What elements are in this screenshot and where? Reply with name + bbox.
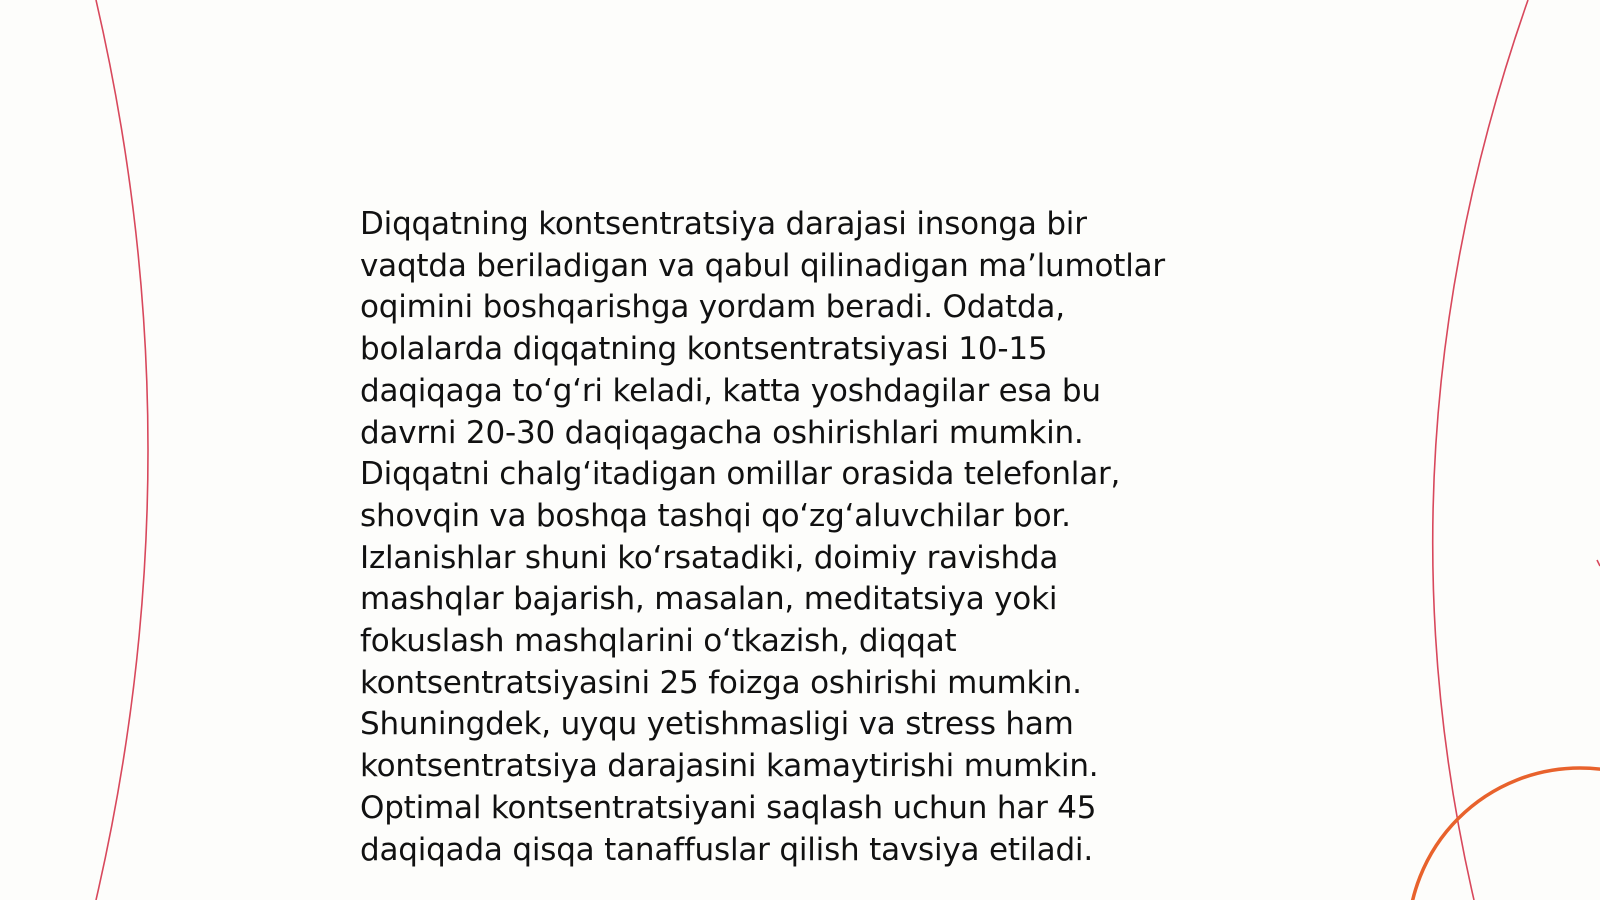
text-line: Diqqatning kontsentratsiya darajasi insonga bir: [360, 206, 1087, 242]
text-line: kontsentratsiyasini 25 foizga oshirishi mumkin.: [360, 664, 1082, 701]
text-line: Shuningdek, uyqu yetishmasligi va stress ham: [360, 706, 1074, 743]
text-line: mashqlar bajarish, masalan, meditatsiya yoki: [360, 581, 1058, 618]
text-line: bolalarda diqqatning kontsentratsiyasi 10-15: [360, 331, 1048, 368]
right-curve: [1433, 0, 1528, 900]
text-line: kontsentratsiya darajasini kamaytirishi mumkin.: [360, 748, 1099, 785]
text-line: vaqtda beriladigan va qabul qilinadigan ma’lumotlar: [360, 247, 1165, 284]
text-line: fokuslash mashqlarini o‘tkazish, diqqat: [360, 623, 957, 660]
text-line: daqiqaga to‘g‘ri keladi, katta yoshdagilar esa bu: [360, 372, 1101, 409]
accent-arc: [1408, 768, 1600, 900]
text-line: Optimal kontsentratsiyani saqlash uchun har 45: [360, 789, 1097, 826]
text-line: shovqin va boshqa tashqi qo‘zg‘aluvchilar bor.: [360, 497, 1071, 534]
text-line: daqiqada qisqa tanaffuslar qilish tavsiya etiladi.: [360, 831, 1093, 868]
body-paragraph: [360, 204, 1260, 871]
text-line: oqimini boshqarishga yordam beradi. Odatda,: [360, 289, 1065, 326]
text-line: Diqqatni chalg‘itadigan omillar orasida telefonlar,: [360, 456, 1121, 493]
text-line: Izlanishlar shuni ko‘rsatadiki, doimiy ravishda: [360, 539, 1059, 576]
text-line: davrni 20-30 daqiqagacha oshirishlari mumkin.: [360, 414, 1084, 451]
left-curve: [96, 0, 148, 900]
